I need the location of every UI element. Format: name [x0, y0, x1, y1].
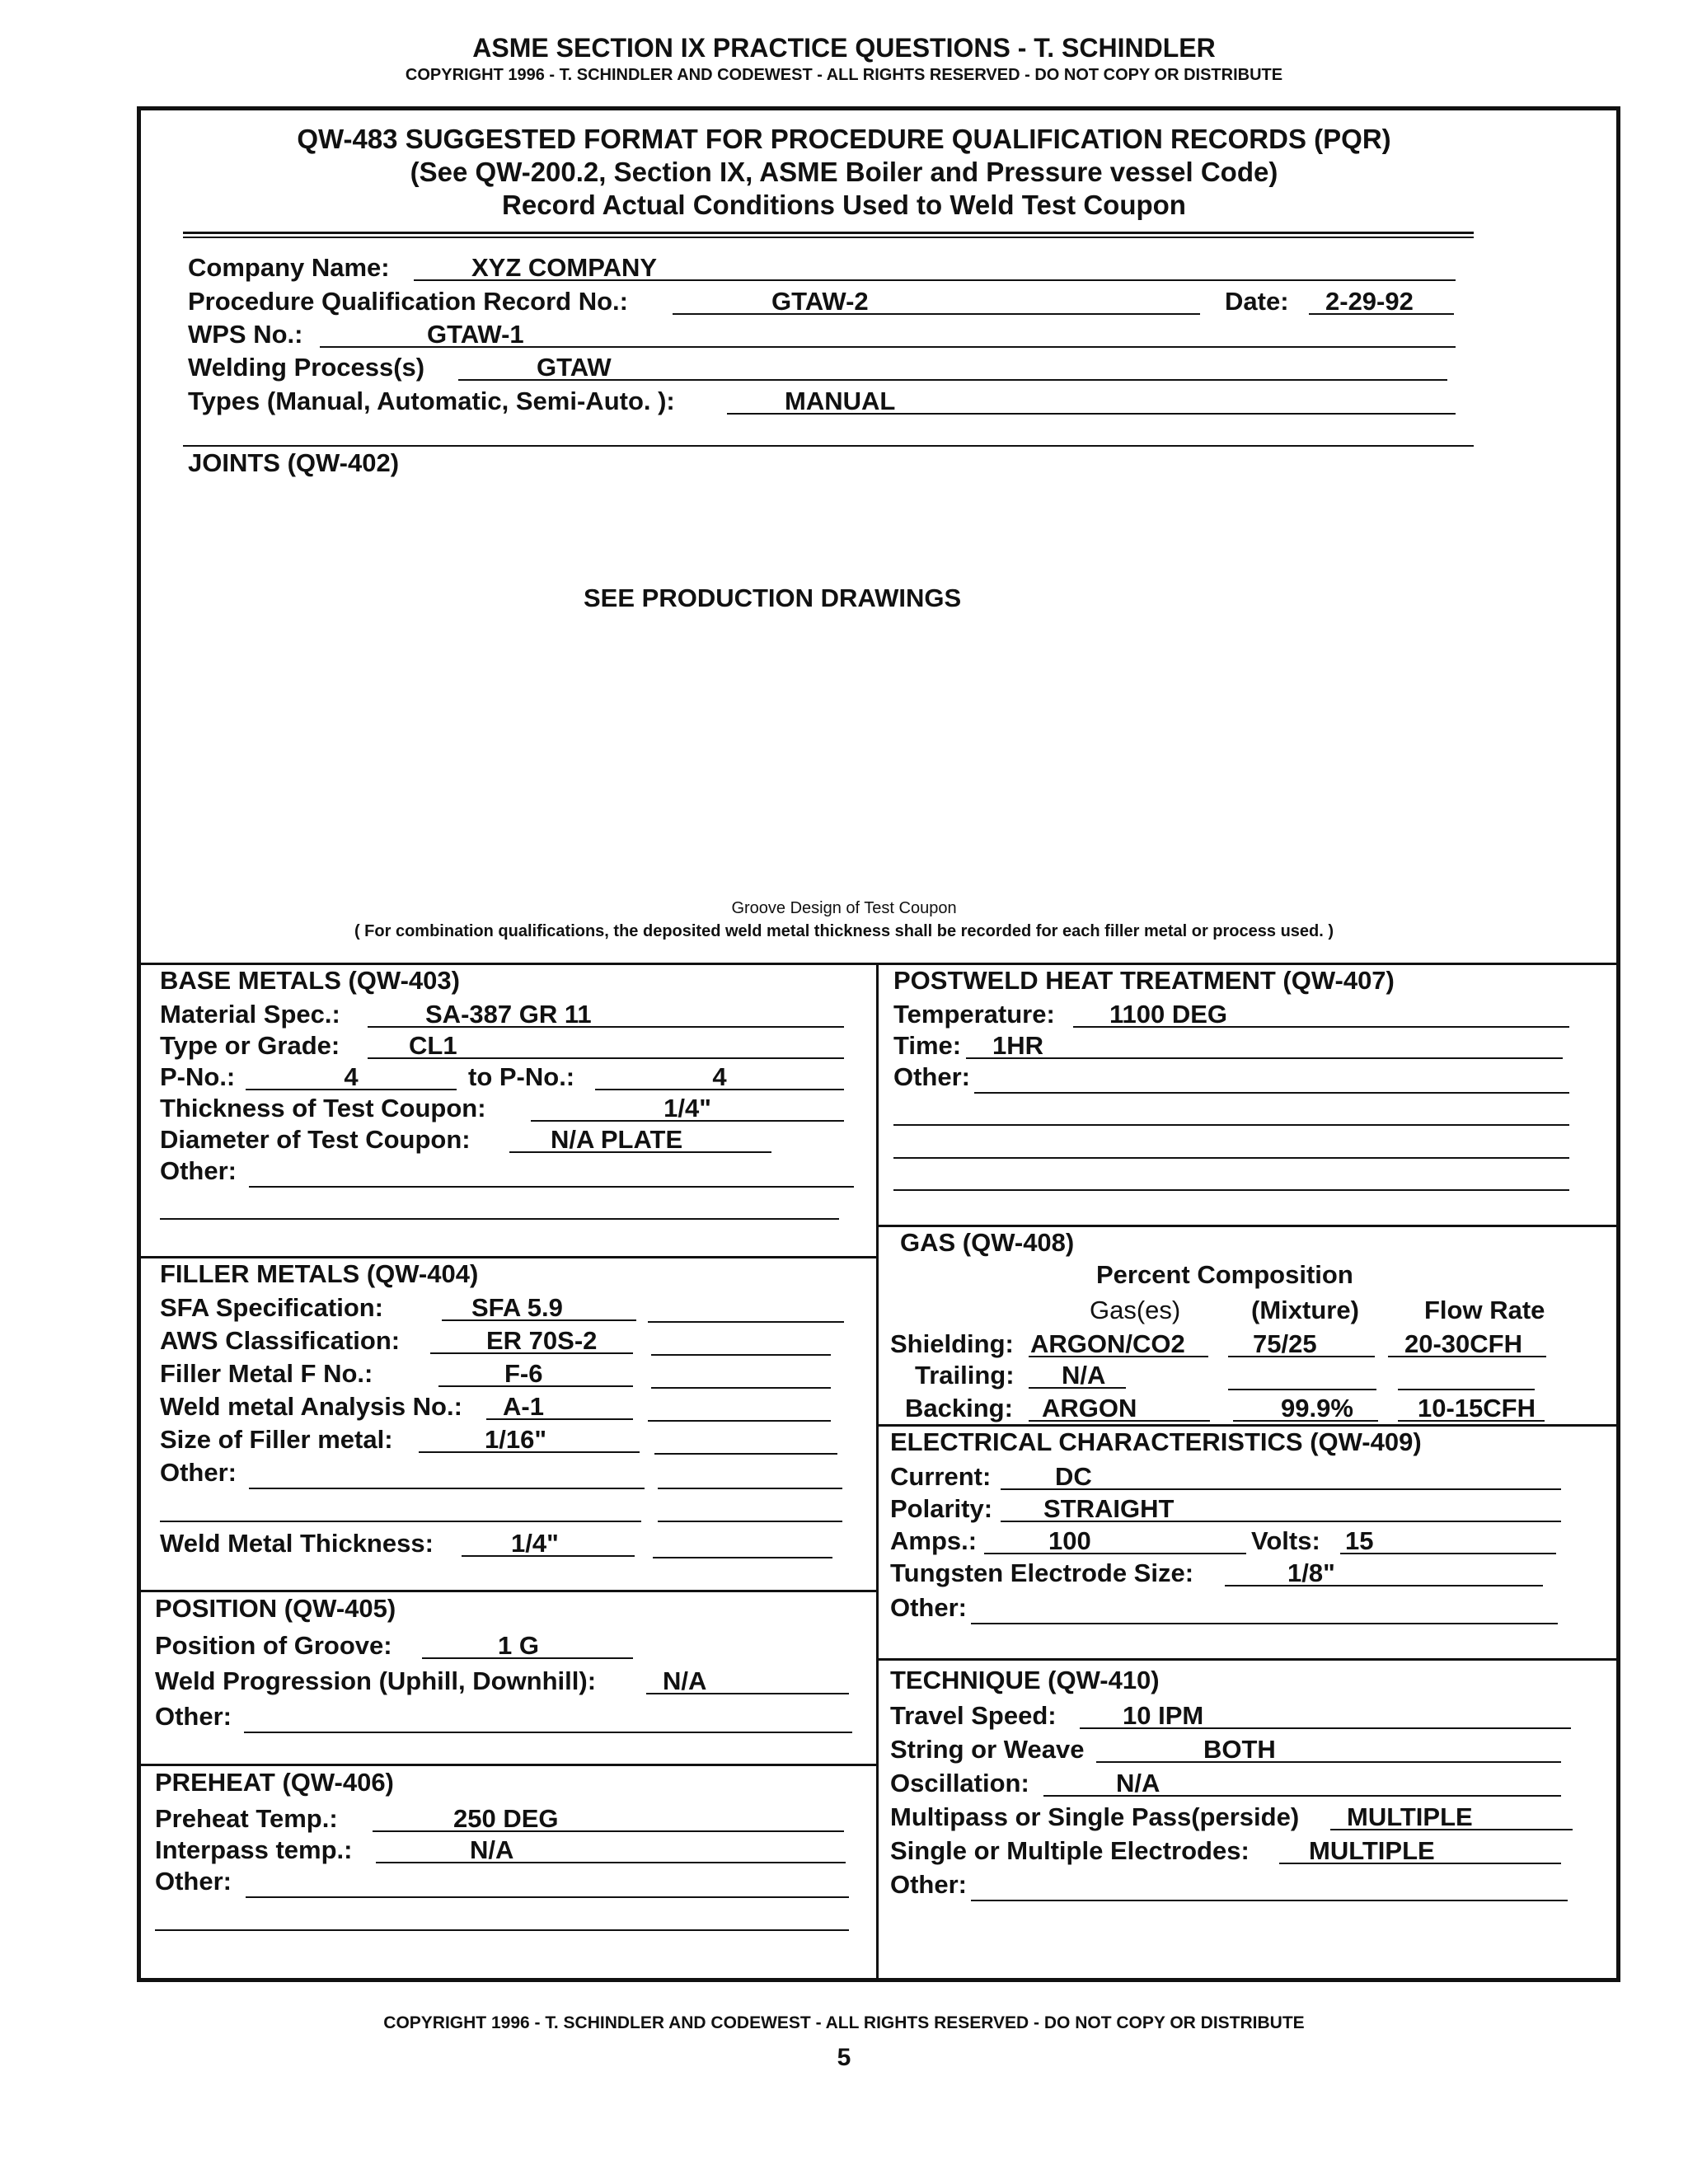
type-grade-label: Type or Grade: — [160, 1031, 340, 1060]
preheat-other-field-2[interactable] — [155, 1928, 849, 1931]
base-metals-heading: BASE METALS (QW-403) — [160, 966, 460, 995]
percent-composition-label: Percent Composition — [1096, 1260, 1353, 1289]
trailing-flow-field[interactable] — [1398, 1387, 1535, 1390]
base-other-field[interactable] — [249, 1184, 854, 1188]
tungsten-size-label: Tungsten Electrode Size: — [890, 1558, 1194, 1587]
column-divider — [876, 963, 879, 1978]
filler-other-label: Other: — [160, 1458, 237, 1487]
material-spec-field[interactable]: SA-387 GR 11 — [368, 1001, 844, 1028]
date-field[interactable]: 2-29-92 — [1309, 288, 1454, 315]
pqr-number-label: Procedure Qualification Record No.: — [188, 287, 628, 316]
aws-class-field[interactable]: ER 70S-2 — [430, 1328, 633, 1354]
analysis-no-field[interactable]: A-1 — [486, 1394, 633, 1420]
divider — [141, 1256, 878, 1258]
electrical-other-field[interactable] — [971, 1621, 1558, 1624]
header-copyright: COPYRIGHT 1996 - T. SCHINDLER AND CODEWEST - ALL RIGHTS RESERVED - DO NOT COPY OR DISTRIBUTE — [405, 66, 1283, 84]
base-other-label: Other: — [160, 1156, 237, 1185]
date-label: Date: — [1225, 287, 1289, 316]
filler-other-field-4[interactable] — [658, 1519, 842, 1522]
shielding-flow-field[interactable]: 20-30CFH — [1388, 1331, 1546, 1357]
joints-heading: JOINTS (QW-402) — [188, 448, 400, 477]
position-heading: POSITION (QW-405) — [155, 1594, 396, 1623]
filler-other-field-2[interactable] — [658, 1486, 842, 1489]
pwht-other-field-2[interactable] — [893, 1122, 1569, 1126]
pwht-heading: POSTWELD HEAT TREATMENT (QW-407) — [893, 966, 1395, 995]
divider — [876, 1658, 1616, 1661]
weld-progression-field[interactable]: N/A — [646, 1668, 849, 1694]
pwht-temp-label: Temperature: — [893, 1000, 1055, 1029]
aws-class-label: AWS Classification: — [160, 1326, 401, 1355]
preheat-temp-label: Preheat Temp.: — [155, 1804, 338, 1833]
coupon-thickness-label: Thickness of Test Coupon: — [160, 1094, 486, 1122]
company-name-field[interactable]: XYZ COMPANY — [414, 255, 1456, 281]
sfa-spec-field-2[interactable] — [648, 1319, 844, 1323]
amps-field[interactable]: 100 — [984, 1528, 1246, 1554]
aws-class-field-2[interactable] — [651, 1352, 831, 1356]
technique-other-label: Other: — [890, 1870, 967, 1899]
backing-gas-field[interactable]: ARGON — [1029, 1395, 1210, 1422]
volts-field[interactable]: 15 — [1340, 1528, 1556, 1554]
interpass-temp-field[interactable]: N/A — [376, 1837, 846, 1863]
filler-size-field-2[interactable] — [654, 1451, 837, 1455]
pwht-temp-field[interactable]: 1100 DEG — [1073, 1001, 1569, 1028]
p-number-label: P-No.: — [160, 1062, 236, 1091]
backing-label: Backing: — [905, 1394, 1013, 1422]
wps-number-field[interactable]: GTAW-1 — [320, 321, 1456, 348]
divider — [876, 1225, 1616, 1227]
page-number: 5 — [837, 2044, 851, 2071]
groove-position-label: Position of Groove: — [155, 1631, 392, 1660]
filler-size-field[interactable]: 1/16" — [419, 1427, 640, 1453]
base-other-field-2[interactable] — [160, 1216, 839, 1220]
pwht-other-label: Other: — [893, 1062, 970, 1091]
filler-fno-label: Filler Metal F No.: — [160, 1359, 373, 1388]
backing-mixture-field[interactable]: 99.9% — [1233, 1395, 1378, 1422]
divider — [141, 963, 1616, 965]
coupon-thickness-field[interactable]: 1/4" — [531, 1095, 844, 1122]
technique-other-field[interactable] — [971, 1898, 1568, 1901]
joints-note: SEE PRODUCTION DRAWINGS — [584, 583, 962, 612]
coupon-diameter-field[interactable]: N/A PLATE — [509, 1127, 771, 1153]
trailing-gas-field[interactable]: N/A — [1029, 1362, 1126, 1389]
combination-caption: ( For combination qualifications, the deposited weld metal thickness shall be recorded for each filler metal or process used. ) — [354, 922, 1334, 940]
oscillation-label: Oscillation: — [890, 1769, 1029, 1797]
trailing-label: Trailing: — [915, 1361, 1015, 1390]
multipass-field[interactable]: MULTIPLE — [1330, 1804, 1573, 1830]
mixture-column-header: (Mixture) — [1251, 1296, 1359, 1324]
pwht-time-field[interactable]: 1HR — [966, 1033, 1563, 1059]
travel-speed-field[interactable]: 10 IPM — [1080, 1703, 1571, 1729]
form-title: QW-483 SUGGESTED FORMAT FOR PROCEDURE QUALIFICATION RECORDS (PQR) — [297, 124, 1391, 154]
company-name-label: Company Name: — [188, 253, 390, 282]
analysis-no-label: Weld metal Analysis No.: — [160, 1392, 462, 1421]
travel-speed-label: Travel Speed: — [890, 1701, 1057, 1730]
technique-heading: TECHNIQUE (QW-410) — [890, 1666, 1160, 1694]
pwht-other-field-3[interactable] — [893, 1155, 1569, 1159]
shielding-mixture-field[interactable]: 75/25 — [1228, 1331, 1375, 1357]
current-field[interactable]: DC — [1001, 1464, 1561, 1490]
trailing-mixture-field[interactable] — [1228, 1387, 1376, 1390]
backing-flow-field[interactable]: 10-15CFH — [1398, 1395, 1545, 1422]
divider — [183, 237, 1474, 238]
amps-label: Amps.: — [890, 1526, 978, 1555]
polarity-field[interactable]: STRAIGHT — [1001, 1496, 1561, 1522]
shielding-gas-field[interactable]: ARGON/CO2 — [1029, 1331, 1208, 1357]
weld-thickness-field[interactable]: 1/4" — [462, 1530, 635, 1557]
to-p-number-label: to P-No.: — [468, 1062, 575, 1091]
filler-other-field[interactable] — [249, 1486, 645, 1489]
flow-rate-column-header: Flow Rate — [1424, 1296, 1545, 1324]
divider — [183, 445, 1474, 447]
types-label: Types (Manual, Automatic, Semi-Auto. ): — [188, 387, 675, 415]
position-other-label: Other: — [155, 1702, 232, 1731]
preheat-heading: PREHEAT (QW-406) — [155, 1768, 394, 1797]
multipass-label: Multipass or Single Pass(perside) — [890, 1802, 1300, 1831]
types-field[interactable]: MANUAL — [727, 388, 1456, 415]
sfa-spec-label: SFA Specification: — [160, 1293, 384, 1322]
preheat-temp-field[interactable]: 250 DEG — [373, 1806, 844, 1832]
divider — [141, 1764, 878, 1766]
filler-other-field-3[interactable] — [160, 1519, 641, 1522]
electrical-heading: ELECTRICAL CHARACTERISTICS (QW-409) — [890, 1427, 1422, 1456]
electrical-other-label: Other: — [890, 1593, 967, 1622]
footer-copyright: COPYRIGHT 1996 - T. SCHINDLER AND CODEWEST - ALL RIGHTS RESERVED - DO NOT COPY OR DISTRIBUTE — [383, 2013, 1305, 2032]
sfa-spec-field[interactable]: SFA 5.9 — [442, 1295, 636, 1321]
gas-column-header: Gas(es) — [1090, 1296, 1181, 1324]
weld-thickness-field-2[interactable] — [653, 1555, 832, 1558]
groove-design-caption: Groove Design of Test Coupon — [731, 899, 957, 917]
string-weave-field[interactable]: BOTH — [1096, 1736, 1561, 1763]
form-subtitle-2: Record Actual Conditions Used to Weld Test Coupon — [502, 190, 1186, 220]
volts-label: Volts: — [1251, 1526, 1320, 1555]
tungsten-size-field[interactable]: 1/8" — [1225, 1560, 1543, 1586]
pwht-time-label: Time: — [893, 1031, 962, 1060]
coupon-diameter-label: Diameter of Test Coupon: — [160, 1125, 471, 1154]
interpass-temp-label: Interpass temp.: — [155, 1835, 353, 1864]
preheat-other-label: Other: — [155, 1867, 232, 1896]
page-title: ASME SECTION IX PRACTICE QUESTIONS - T. SCHINDLER — [472, 33, 1216, 63]
p-number-field[interactable]: 4 — [246, 1064, 457, 1090]
electrodes-label: Single or Multiple Electrodes: — [890, 1836, 1250, 1865]
filler-fno-field-2[interactable] — [651, 1385, 831, 1389]
wps-number-label: WPS No.: — [188, 320, 303, 349]
groove-position-field[interactable]: 1 G — [422, 1633, 633, 1659]
type-grade-field[interactable]: CL1 — [368, 1033, 844, 1059]
welding-process-field[interactable]: GTAW — [458, 354, 1447, 381]
gas-heading: GAS (QW-408) — [900, 1228, 1075, 1257]
preheat-other-field[interactable] — [246, 1895, 849, 1898]
filler-metals-heading: FILLER METALS (QW-404) — [160, 1259, 479, 1288]
divider — [183, 232, 1474, 234]
oscillation-field[interactable]: N/A — [1043, 1770, 1561, 1797]
pwht-other-field[interactable] — [974, 1090, 1569, 1094]
string-weave-label: String or Weave — [890, 1735, 1085, 1764]
shielding-label: Shielding: — [890, 1329, 1014, 1358]
weld-progression-label: Weld Progression (Uphill, Downhill): — [155, 1666, 597, 1695]
pqr-number-field[interactable]: GTAW-2 — [673, 288, 1200, 315]
filler-size-label: Size of Filler metal: — [160, 1425, 393, 1454]
form-subtitle: (See QW-200.2, Section IX, ASME Boiler and Pressure vessel Code) — [410, 157, 1278, 187]
filler-fno-field[interactable]: F-6 — [438, 1361, 633, 1387]
current-label: Current: — [890, 1462, 992, 1491]
weld-thickness-label: Weld Metal Thickness: — [160, 1529, 434, 1558]
analysis-no-field-2[interactable] — [648, 1418, 831, 1422]
pwht-other-field-4[interactable] — [893, 1188, 1569, 1191]
welding-process-label: Welding Process(s) — [188, 353, 425, 382]
electrodes-field[interactable]: MULTIPLE — [1279, 1838, 1561, 1864]
divider — [876, 1424, 1616, 1427]
to-p-number-field[interactable]: 4 — [595, 1064, 844, 1090]
polarity-label: Polarity: — [890, 1494, 993, 1523]
material-spec-label: Material Spec.: — [160, 1000, 340, 1029]
position-other-field[interactable] — [244, 1730, 852, 1733]
divider — [141, 1590, 878, 1592]
